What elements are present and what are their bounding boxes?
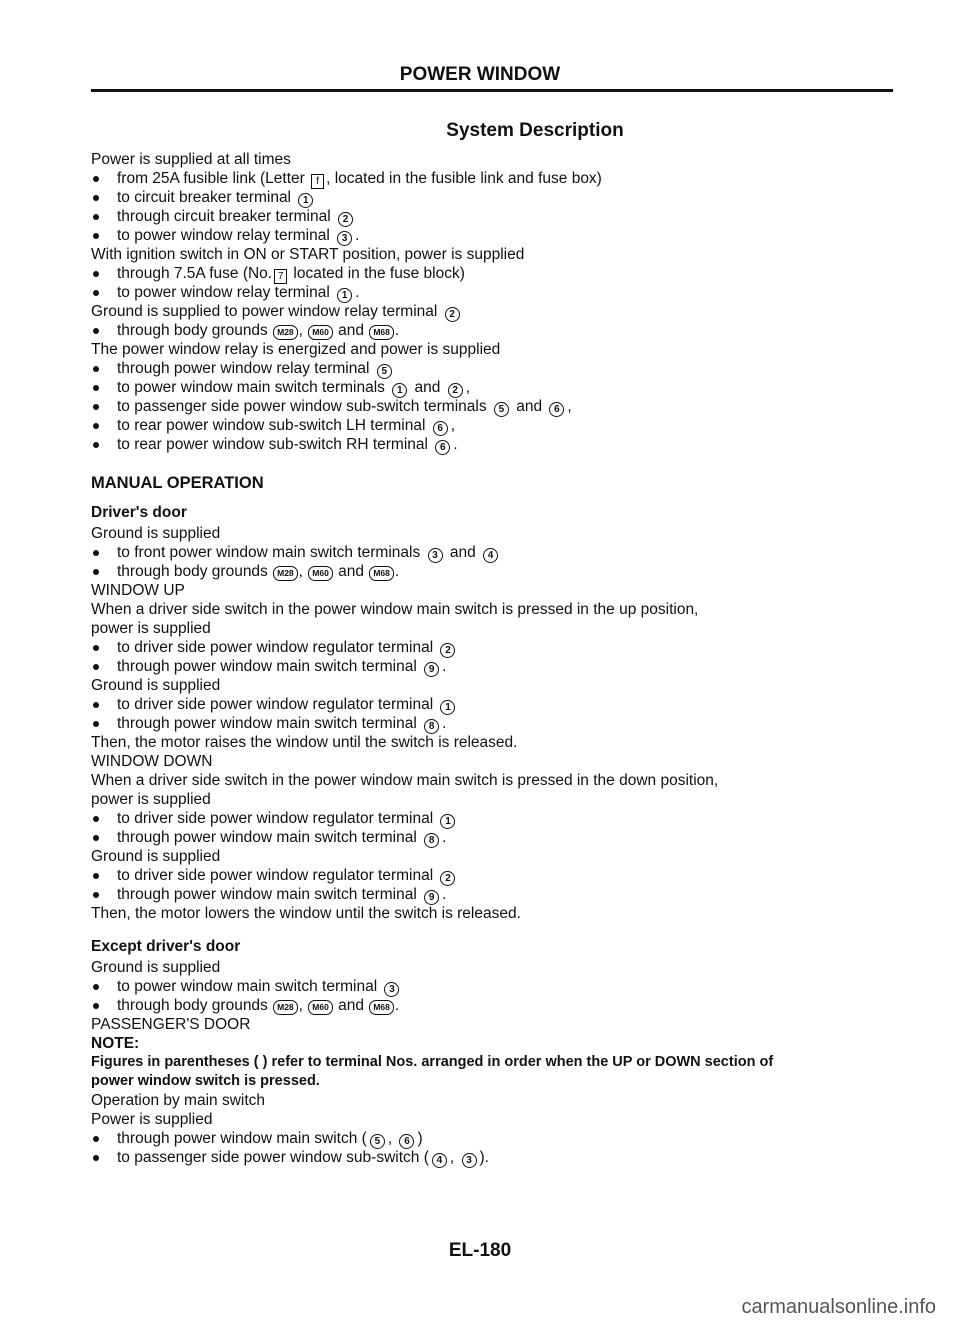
bullet-item: to power window main switch terminal 3 xyxy=(91,977,901,996)
bullet-item: through power window main switch terminal 8 . xyxy=(91,714,901,733)
page-header-title: POWER WINDOW xyxy=(399,64,561,85)
terminal-number: 3 xyxy=(428,548,443,563)
text-line: Then, the motor lowers the window until the switch is released. xyxy=(91,905,521,922)
terminal-number: 3 xyxy=(337,231,352,246)
terminal-number: 9 xyxy=(424,662,439,677)
text-line: With ignition switch in ON or START position, power is supplied xyxy=(91,246,525,263)
note-text: power window switch is pressed. xyxy=(91,1073,320,1089)
bullet-item: through power window main switch terminal 8 . xyxy=(91,828,901,847)
text-line: WINDOW DOWN xyxy=(91,753,213,770)
text-line: Power is supplied xyxy=(91,1111,213,1128)
text-line: PASSENGER'S DOOR xyxy=(91,1016,251,1033)
terminal-number: 1 xyxy=(440,700,455,715)
bullet-item: through power window main switch terminal 9 . xyxy=(91,657,901,676)
bullet-item: to passenger side power window sub-switch terminals 5 and 6 , xyxy=(91,397,901,416)
document-body xyxy=(91,150,901,1167)
subsection-heading: Except driver's door xyxy=(91,938,241,955)
ground-m60-icon: M60 xyxy=(308,566,333,581)
terminal-number: 6 xyxy=(435,440,450,455)
text-line: When a driver side switch in the power window main switch is pressed in the up position, xyxy=(91,601,699,618)
terminal-number: 1 xyxy=(440,814,455,829)
ground-m28-icon: M28 xyxy=(273,566,298,581)
bullet-item: through body grounds M28 , M60 and M68 . xyxy=(91,996,901,1015)
bullet-item: from 25A fusible link (Letter f , located in the fusible link and fuse box) xyxy=(91,169,901,188)
header-rule xyxy=(91,89,893,92)
bullet-item: to driver side power window regulator terminal 2 xyxy=(91,866,901,885)
terminal-number: 4 xyxy=(432,1153,447,1168)
ground-m68-icon: M68 xyxy=(369,566,394,581)
watermark: carmanualsonline.info xyxy=(741,1296,936,1318)
terminal-number: 5 xyxy=(377,364,392,379)
ground-m60-icon: M60 xyxy=(308,325,333,340)
text-line: Power is supplied at all times xyxy=(91,151,291,168)
subsection-title: MANUAL OPERATION xyxy=(91,474,264,492)
terminal-number: 3 xyxy=(384,982,399,997)
text-line: The power window relay is energized and power is supplied xyxy=(91,341,501,358)
terminal-number: 2 xyxy=(448,383,463,398)
bullet-item: to passenger side power window sub-switch ( 4 , 3 ). xyxy=(91,1148,901,1167)
bullet-item: through 7.5A fuse (No. 7 located in the fuse block) xyxy=(91,264,901,283)
note-label: NOTE: xyxy=(91,1035,140,1052)
terminal-number: 8 xyxy=(424,719,439,734)
subsection-heading: Driver's door xyxy=(91,504,187,521)
text-line: Operation by main switch xyxy=(91,1092,266,1109)
text-line: Ground is supplied xyxy=(91,848,221,865)
bullet-item: to circuit breaker terminal 1 xyxy=(91,188,901,207)
ground-m60-icon: M60 xyxy=(308,1000,333,1015)
terminal-number: 6 xyxy=(549,402,564,417)
text-line: power is supplied xyxy=(91,620,211,637)
terminal-number: 2 xyxy=(445,307,460,322)
page-number: EL-180 xyxy=(448,1240,512,1261)
text-line: Ground is supplied to power window relay terminal 2 xyxy=(91,302,901,321)
terminal-number: 2 xyxy=(338,212,353,227)
terminal-number: 5 xyxy=(370,1134,385,1149)
terminal-number: 9 xyxy=(424,890,439,905)
section-title: System Description xyxy=(446,120,624,141)
terminal-number: 4 xyxy=(483,548,498,563)
text-line: Ground is supplied xyxy=(91,959,221,976)
bullet-item: to power window main switch terminals 1 and 2 , xyxy=(91,378,901,397)
bullet-item: through circuit breaker terminal 2 xyxy=(91,207,901,226)
terminal-number: 6 xyxy=(433,421,448,436)
bullet-item: to driver side power window regulator terminal 2 xyxy=(91,638,901,657)
ground-m68-icon: M68 xyxy=(369,1000,394,1015)
bullet-item: to driver side power window regulator terminal 1 xyxy=(91,695,901,714)
bullet-item: through body grounds M28 , M60 and M68 . xyxy=(91,562,901,581)
bullet-item: to power window relay terminal 1 . xyxy=(91,283,901,302)
fuse-letter-box: f xyxy=(311,174,324,189)
terminal-number: 1 xyxy=(392,383,407,398)
terminal-number: 3 xyxy=(462,1153,477,1168)
terminal-number: 1 xyxy=(337,288,352,303)
bullet-item: through power window main switch terminal 9 . xyxy=(91,885,901,904)
bullet-item: to front power window main switch terminals 3 and 4 xyxy=(91,543,901,562)
bullet-item: to driver side power window regulator terminal 1 xyxy=(91,809,901,828)
ground-m28-icon: M28 xyxy=(273,1000,298,1015)
bullet-item: through power window main switch ( 5 , 6 ) xyxy=(91,1129,901,1148)
text-line: Then, the motor raises the window until the switch is released. xyxy=(91,734,518,751)
bullet-item: through power window relay terminal 5 xyxy=(91,359,901,378)
note-text: Figures in parentheses ( ) refer to terminal Nos. arranged in order when the UP or DOWN section of xyxy=(91,1054,774,1070)
fuse-number-box: 7 xyxy=(274,269,287,284)
bullet-item: through body grounds M28 , M60 and M68 . xyxy=(91,321,901,340)
bullet-item: to rear power window sub-switch RH terminal 6 . xyxy=(91,435,901,454)
terminal-number: 5 xyxy=(494,402,509,417)
text-line: Ground is supplied xyxy=(91,677,221,694)
terminal-number: 6 xyxy=(399,1134,414,1149)
terminal-number: 8 xyxy=(424,833,439,848)
text-line: Ground is supplied xyxy=(91,525,221,542)
ground-m68-icon: M68 xyxy=(369,325,394,340)
terminal-number: 2 xyxy=(440,871,455,886)
bullet-item: to rear power window sub-switch LH terminal 6 , xyxy=(91,416,901,435)
bullet-item: to power window relay terminal 3 . xyxy=(91,226,901,245)
terminal-number: 1 xyxy=(298,193,313,208)
text-line: power is supplied xyxy=(91,791,211,808)
text-line: When a driver side switch in the power window main switch is pressed in the down position, xyxy=(91,772,719,789)
terminal-number: 2 xyxy=(440,643,455,658)
ground-m28-icon: M28 xyxy=(273,325,298,340)
text-line: WINDOW UP xyxy=(91,582,185,599)
